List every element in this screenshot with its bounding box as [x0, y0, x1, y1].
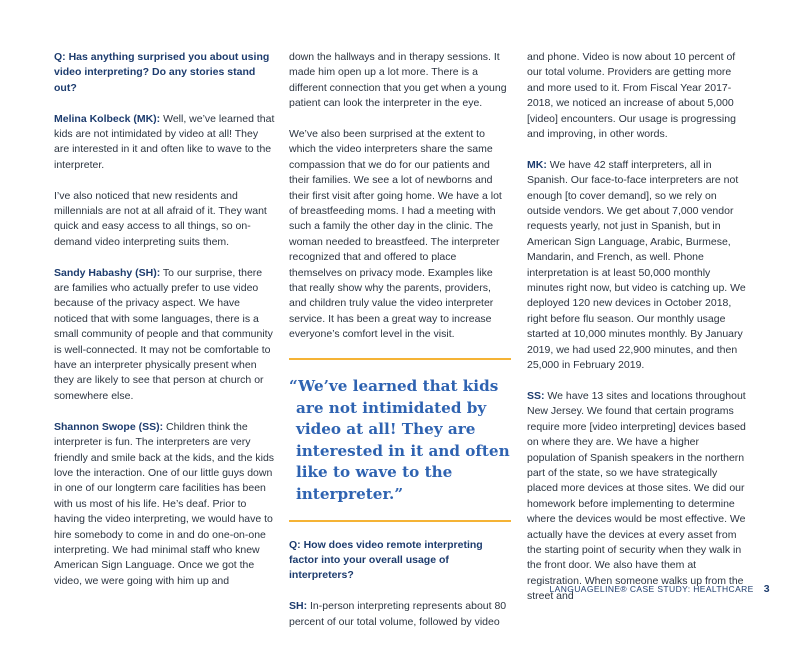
answer-paragraph — [527, 50, 749, 142]
answer-text: Well, we’ve learned that kids are not intimidated by video at all! They are interested in it and often like to wave to the interpreter. — [54, 112, 275, 171]
question-text: Q: Has anything surprised you about using video interpreting? Do any stories stand out? — [54, 51, 270, 94]
answer-paragraph — [54, 420, 276, 589]
answer-text: down the hallways and in therapy sessions. It made him open up a lot more. There is a different connection that you get when a young patient can look the interpreter in the eye. — [289, 51, 507, 110]
answer-paragraph — [527, 158, 749, 374]
speaker-label: SH: — [289, 600, 308, 613]
question-text: Q: How does video remote interpreting factor into your overall usage of interpreters? — [289, 538, 483, 582]
answer-text: We have 13 sites and locations throughout New Jersey. We found that certain programs require more [video interpreting] devices based on where they are. We have a higher population of Spanish speakers in the northern part of the state, so we have strategically placed more devices at those sites. We did our homework before implementing to determine where the devices would be most effective. We actually have the devices at every asset from the starting point of security when they walk in the front door. We also have them at registration. When someone walks up from the street and — [527, 389, 746, 603]
pull-quote-text: “We’ve learned that kids are not intimidated by video at all! They are interested in it and often like to wave to the interpreter.” — [289, 377, 510, 504]
pull-quote — [289, 358, 511, 522]
column-3 — [527, 50, 749, 620]
speaker-label: MK: — [527, 158, 547, 171]
speaker-label: Sandy Habashy (SH): — [54, 266, 161, 279]
answer-text: In-person interpreting represents about 80 percent of our total volume, followed by video — [289, 600, 507, 628]
answer-paragraph — [289, 599, 511, 630]
speaker-label: SS: — [527, 389, 545, 402]
answer-text: I’ve also noticed that new residents and millennials are not at all afraid of it. They want quick and easy access to all things, so on-demand video interpreting suits them. — [54, 189, 267, 248]
question-paragraph — [54, 50, 276, 96]
answer-paragraph — [54, 266, 276, 405]
answer-paragraph — [54, 112, 276, 174]
column-2 — [289, 50, 511, 645]
page-footer — [550, 583, 771, 595]
answer-paragraph — [289, 50, 511, 112]
answer-text: Children think the interpreter is fun. The interpreters are very friendly and smile back at the kids, and the kids love the interaction. One of our little guys down in one of our longterm care facilities has been with us most of his life. He’s deaf. Prior to having the video interpreting, we would have to hire somebody to come in and do one-on-one interpreting. We had minimal staff who knew American Sign Language. Once we got the video, we were going with him up and — [54, 420, 275, 587]
footer-label: LANGUAGELINE® CASE STUDY: HEALTHCARE — [549, 584, 754, 594]
column-2-top — [289, 50, 511, 343]
speaker-label: Shannon Swope (SS): — [54, 420, 164, 433]
page-number: 3 — [763, 583, 770, 595]
column-1 — [54, 50, 276, 605]
answer-paragraph — [289, 127, 511, 343]
answer-paragraph — [527, 389, 749, 605]
answer-text: and phone. Video is now about 10 percent of our total volume. Providers are getting more and more used to it. From Fiscal Year 2017-2018, we noticed an increase of about 5,000 [video] encounters. Our usage is progressing and improving, in other words. — [527, 51, 736, 141]
question-paragraph — [289, 538, 511, 584]
answer-text: We’ve also been surprised at the extent to which the video interpreters share the same compassion that we do for our patients and their families. We see a lot of newborns and their first visit after going home. We have a lot of breastfeeding moms. I had a meeting with such a family the other day in the clinic. The woman needed to breastfeed. The interpreter recognized that and offered to place themselves on privacy mode. Examples like that really show why the parents, providers, and children truly value the video interpreter service. It has been a great way to increase everyone’s comfort level in the visit. — [289, 128, 502, 341]
answer-text: To our surprise, there are families who actually prefer to use video because of the privacy aspect. We have noticed that with some languages, there is a small community of people and that community is well-connected. It may not be comfortable to have an interpreter physically present when they are likely to see that person at church or somewhere else. — [54, 266, 273, 402]
answer-text: We have 42 staff interpreters, all in Spanish. Our face-to-face interpreters are not enough [to cover demand], so we rely on outside vendors. We get about 7,000 vendor requests yearly, not just in Spanish, but in American Sign Language, Arabic, Burmese, Mandarin, and French, as well. Phone interpretation is at least 50,000 monthly minutes right now, but video is catching up. We deployed 120 new devices in October 2018, right before flu season. Our monthly usage started at 10,000 minutes monthly. By January 2019, we had used 22,900 minutes, and then 25,000 in February 2019. — [527, 158, 746, 372]
speaker-label: Melina Kolbeck (MK): — [54, 112, 161, 125]
answer-paragraph — [54, 189, 276, 251]
column-2-bottom — [289, 538, 511, 630]
